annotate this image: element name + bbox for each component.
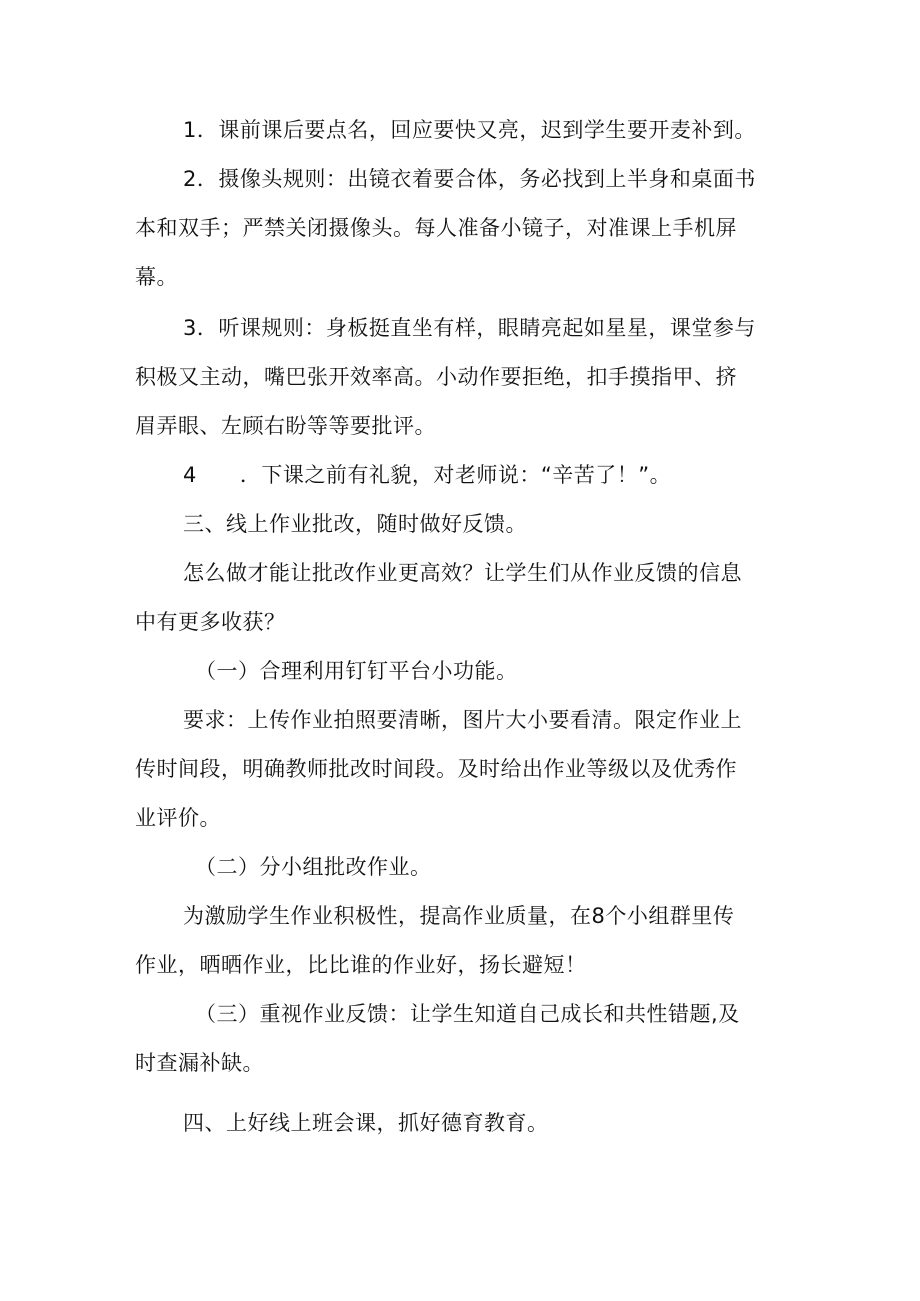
item-3-listening-rules-line-1: 3．听课规则：身板挺直坐有样，眼睛亮起如星星，课堂参与 xyxy=(183,316,756,340)
requirements-line-1: 要求：上传作业拍照要清晰，图片大小要看清。限定作业上 xyxy=(183,708,742,732)
item-2-camera-rules-line-3: 幕。 xyxy=(135,265,178,289)
subsection-3-line-1: （三）重视作业反馈：让学生知道自己成长和共性错题,及 xyxy=(195,1002,740,1026)
item-4-courtesy: 4 ．下课之前有礼貌，对老师说：“辛苦了！”。 xyxy=(183,463,672,487)
subsection-3-line-2: 时查漏补缺。 xyxy=(135,1051,264,1075)
item-3-listening-rules-line-3: 眉弄眼、左顾右盼等等要批评。 xyxy=(135,414,436,438)
item-1-rollcall: 1．课前课后要点名，回应要快又亮，迟到学生要开麦补到。 xyxy=(183,118,756,142)
item-2-camera-rules-line-2: 本和双手；严禁关闭摄像头。每人准备小镜子，对准课上手机屏 xyxy=(135,216,737,240)
subsection-2-heading: （二）分小组批改作业。 xyxy=(195,855,432,879)
subsection-1-heading: （一）合理利用钉钉平台小功能。 xyxy=(195,659,518,683)
group-grading-line-1: 为激励学生作业积极性，提高作业质量，在8个小组群里传 xyxy=(183,904,735,928)
item-3-listening-rules-line-2: 积极又主动，嘴巴张开效率高。小动作要拒绝，扣手摸指甲、挤 xyxy=(135,365,737,389)
question-paragraph-line-2: 中有更多收获？ xyxy=(135,610,286,634)
group-grading-line-2: 作业，晒晒作业，比比谁的作业好，扬长避短！ xyxy=(135,953,587,977)
requirements-line-2: 传时间段，明确教师批改时间段。及时给出作业等级以及优秀作 xyxy=(135,757,737,781)
item-2-camera-rules-line-1: 2．摄像头规则：出镜衣着要合体，务必找到上半身和桌面书 xyxy=(183,167,756,191)
section-4-heading: 四、上好线上班会课，抓好德育教育。 xyxy=(183,1111,549,1135)
requirements-line-3: 业评价。 xyxy=(135,806,221,830)
question-paragraph-line-1: 怎么做才能让批改作业更高效？让学生们从作业反馈的信息 xyxy=(183,561,742,585)
section-3-heading: 三、线上作业批改，随时做好反馈。 xyxy=(183,512,527,536)
